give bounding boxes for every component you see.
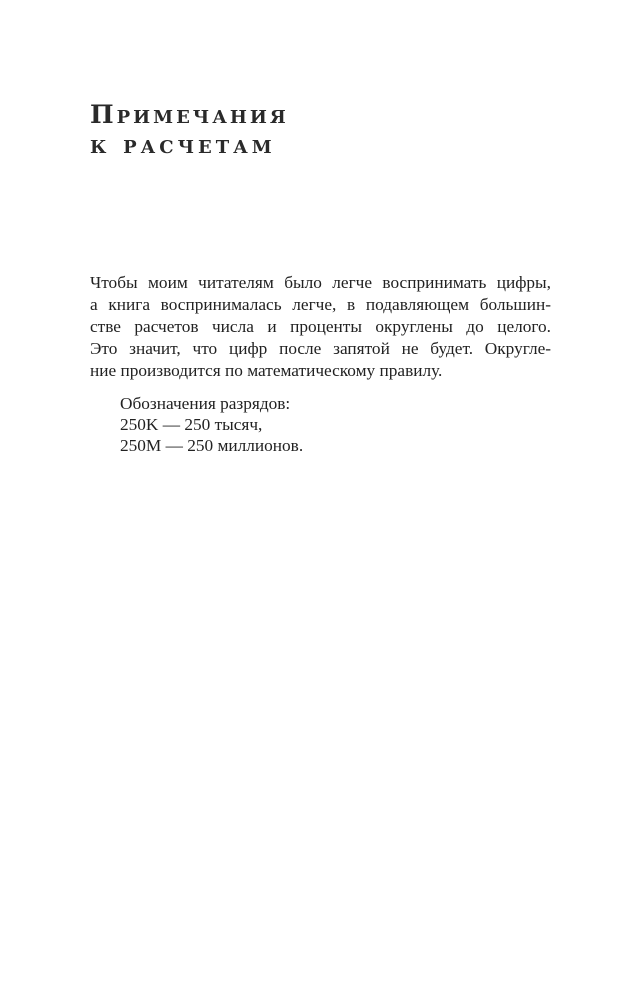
paragraph-line: стве расчетов числа и проценты округлены до целого.	[90, 317, 551, 336]
chapter-title-line-1: Примечания	[90, 100, 289, 129]
paragraph-line: Чтобы моим читателям было легче воспринимать цифры,	[90, 273, 551, 292]
chapter-title-line-2: к расчетам	[90, 130, 276, 159]
paragraph-line: ние производится по математическому правилу.	[90, 361, 443, 380]
paragraph-line: Это значит, что цифр после запятой не будет. Округле-	[90, 339, 551, 358]
chapter-title	[90, 100, 289, 160]
notation-thousands: 250K — 250 тысяч,	[120, 415, 263, 434]
notation-title: Обозначения разрядов:	[120, 394, 291, 413]
paragraph-line: а книга воспринималась легче, в подавляющем большин-	[90, 295, 551, 314]
notation-millions: 250M — 250 миллионов.	[120, 436, 304, 455]
intro-paragraph	[90, 272, 551, 382]
notation-block	[120, 393, 303, 456]
